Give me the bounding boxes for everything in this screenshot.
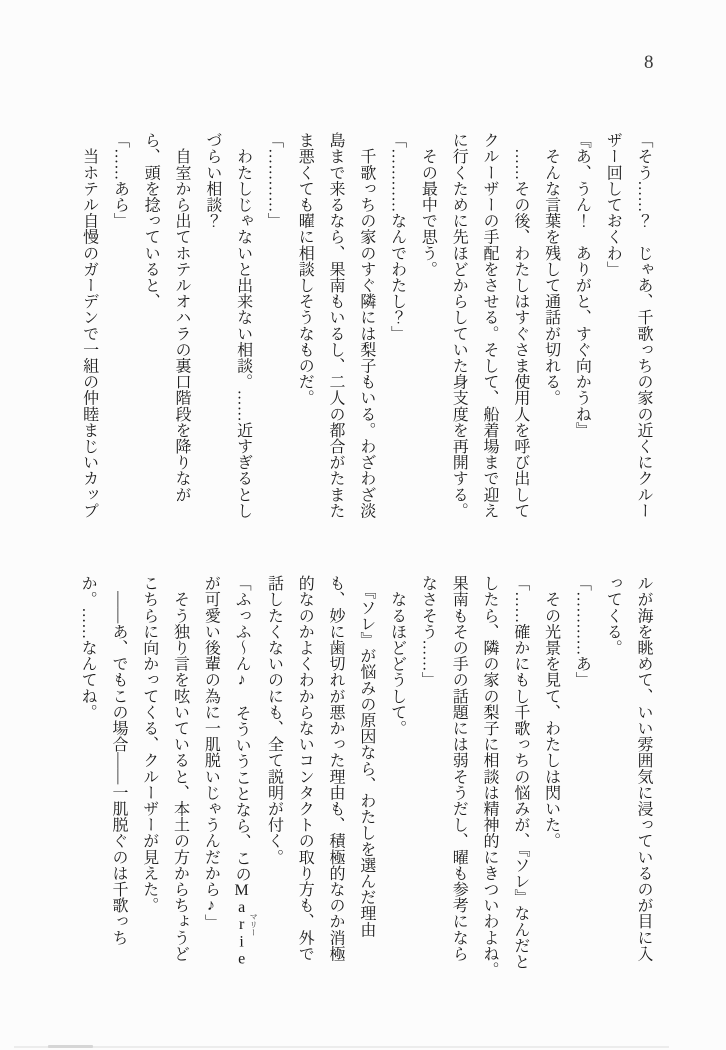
text-column: ルが海を眺めて、いい雰囲気に浸っているのが目に入: [635, 575, 652, 962]
text-column: 「…………あ」: [573, 575, 591, 688]
text-column: 「ふっふ〜ん♪ そういうことなら、このMarie マリー: [233, 575, 259, 968]
text-column: ま悪くても曜に相談しそうなものだ。: [296, 132, 314, 406]
scan-edge-artifact-dark: [48, 1045, 93, 1048]
text-column: か。……なんてね。: [79, 575, 97, 720]
text-column: ……その後、わたしはすぐさま使用人を呼び出して: [511, 132, 529, 519]
text-column: 「…………」: [265, 132, 283, 229]
top-text-block: [73, 132, 658, 524]
text-column: ――あ、でもこの場合――一肌脱ぐのは千歌っち: [109, 575, 127, 946]
text-column: 『ソレ』が悩みの原因なら、わたしを選んだ理由: [357, 575, 375, 938]
text-column: ら、頭を捻っていると、: [142, 132, 160, 310]
text-column: 果南もその手の話題には弱そうだし、曜も参考になら: [450, 575, 468, 962]
text-column: 千歌っちの家のすぐ隣には梨子もいる。わざわざ淡: [357, 132, 375, 519]
text-column: づらい相談？: [203, 132, 221, 229]
text-column: 島まで来るなら、果南もいるし、二人の都合がたまた: [327, 132, 345, 519]
text-column: したら、隣の家の梨子に相談は精神的にきついわよね。: [481, 575, 499, 978]
text-column: も、妙に歯切れが悪かった理由も、積極的なのか消極: [327, 575, 345, 962]
text-column: その光景を見て、わたしは閃いた。: [542, 575, 560, 849]
text-column: に行くために先ほどからしていた身支度を再開する。: [450, 132, 468, 519]
text-column: なるほどどうして。: [388, 575, 406, 736]
text-column: 話したくないのにも、全て説明が付く。: [265, 575, 283, 865]
text-column: わたしじゃないと出来ない相談。……近すぎるとし: [234, 132, 252, 519]
text-column: クルーザーの手配をさせる。そして、船着場まで迎え: [481, 132, 499, 519]
text-column: 「そう……？ じゃあ、千歌っちの家の近くにクルー: [635, 132, 652, 519]
text-column: ザー回しておくわ」: [604, 132, 622, 277]
text-column: 「……確かにもし千歌っちの悩みが、『ソレ』なんだと: [511, 575, 529, 970]
ruby-annotated-text: Marie マリー: [233, 881, 259, 968]
bottom-text-block: [71, 575, 658, 978]
text-column: 的なのかよくわからないコンタクトの取り方も、外で: [296, 575, 314, 962]
text-column: そう独り言を呟いていると、本土の方からちょうど: [171, 575, 189, 962]
text-column: その最中で思う。: [419, 132, 437, 277]
scan-edge-artifact: [14, 1046, 669, 1048]
text-column: 『あ、うん！ ありがと、すぐ向かうね』: [573, 132, 591, 438]
page-number: 8: [644, 52, 655, 73]
text-column: 「……あら」: [111, 132, 129, 229]
text-column: 当ホテル自慢のガーデンで一組の仲睦まじいカップ: [80, 132, 98, 519]
text-column: 「…………なんでわたし？」: [388, 132, 406, 342]
text-column: 自室から出てホテルオハラの裏口階段を降りなが: [173, 132, 191, 503]
text-column: そんな言葉を残して通話が切れる。: [542, 132, 560, 406]
text-column: が可愛い後輩の為に一肌脱いじゃうんだから♪」: [202, 575, 220, 931]
text-column: ってくる。: [604, 575, 622, 656]
text-column: なさそう……」: [419, 575, 437, 688]
text-column: こちらに向かってくる、クルーザーが見えた。: [140, 575, 158, 914]
